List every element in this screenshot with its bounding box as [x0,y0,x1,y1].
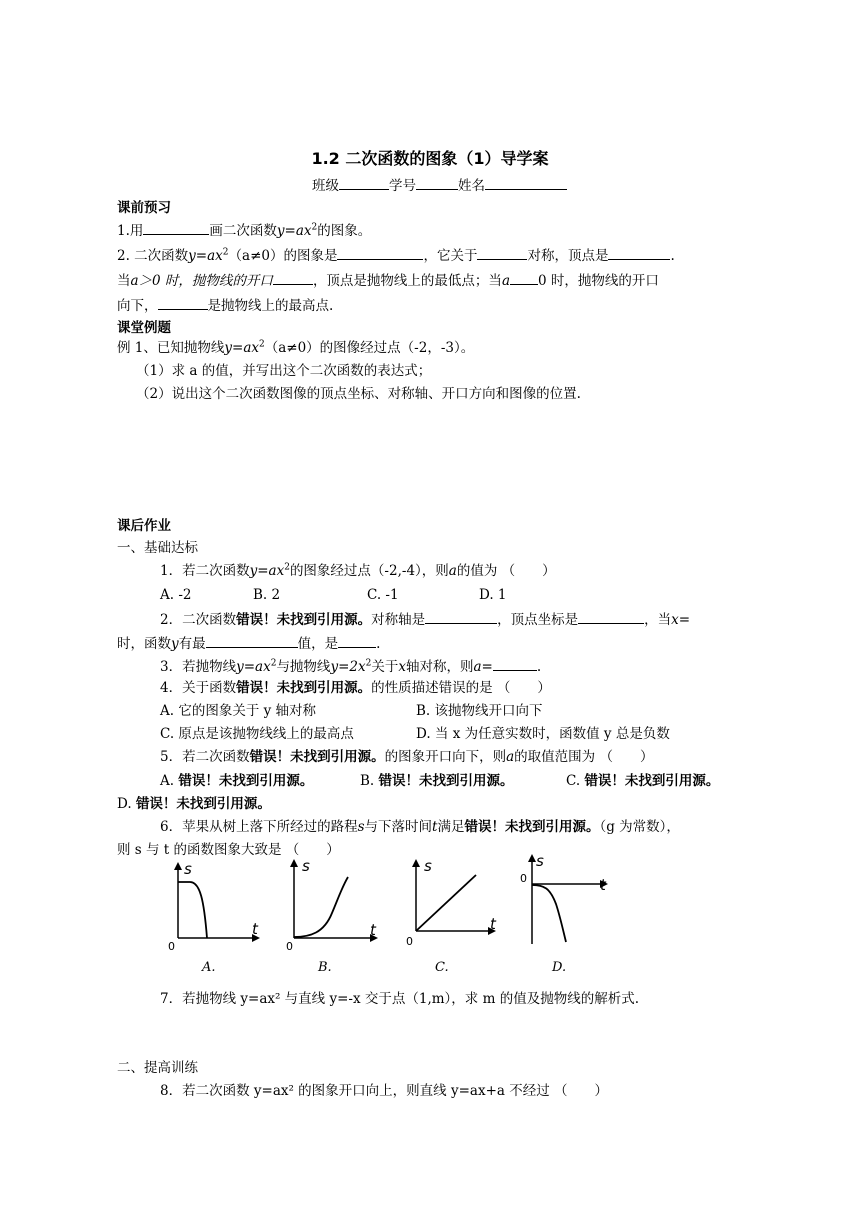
text: 当 [117,273,131,289]
text: 3．若抛物线 [160,659,237,675]
answer-blank[interactable] [337,245,423,260]
s-axis-label: s [424,857,432,875]
text: （a≠0）的图像经过点（-2，-3）。 [264,340,475,356]
answer-blank[interactable] [158,295,208,310]
t-axis-label: t [600,876,606,894]
hw-q3: 3．若抛物线$y=ax^2$与抛物线$y=2x^2$关于x轴对称，则a= . [160,656,541,676]
text: 对称，顶点是 [527,248,609,264]
answer-blank[interactable] [338,633,376,648]
preview-heading: 课前预习 [117,200,171,216]
hw-q2-line1 [160,609,690,629]
graph-d[interactable] [514,848,624,952]
text: 是抛物线上的最高点. [207,298,334,314]
example-heading: 课堂例题 [117,320,171,336]
text: 的性质描述错误的是 （ ） [371,680,551,696]
text: 的图象经过点（-2,-4），则 [289,563,449,579]
ref-error: 错误！未找到引用源。 [178,773,314,789]
answer-blank[interactable] [425,609,497,624]
option-label: A. [160,773,175,789]
text: 有最 [178,636,206,652]
text: 轴对称，则 [405,659,474,675]
answer-blank[interactable] [578,609,644,624]
ref-error: 错误！未找到引用源。 [464,819,600,835]
text: 满足 [437,819,465,835]
hw-q5 [160,748,653,766]
origin-label: 0 [168,940,175,952]
answer-blank[interactable] [143,220,209,235]
text: ，当 [644,612,672,628]
var: a [506,749,515,765]
hw-q4-optB[interactable]: B. 该抛物线开口向下 [416,703,543,719]
option-label: D. [117,796,132,812]
t-axis-label: t [252,920,258,938]
formula: y=ax [236,659,271,675]
s-axis-label: s [536,852,544,870]
var: y [171,636,179,652]
text: （g 为常数）， [599,819,680,835]
page-title: 1.2 二次函数的图象（1）导学案 [311,149,549,168]
graph-d-label: D. [552,960,567,975]
hw-q5-optA[interactable] [160,772,313,790]
s-axis-label: s [302,857,310,875]
section2-heading: 二、提高训练 [117,1060,198,1076]
class-blank[interactable] [339,175,389,190]
text: 4．关于函数 [160,680,237,696]
hw-q1: 1．若二次函数$y=ax^2$的图象经过点（-2,-4），则a的值为 （ ） [160,562,556,579]
option-label: C. [566,773,581,789]
t-axis-label: t [490,915,496,933]
text: 的取值范围为 （ ） [514,749,654,765]
hw-q7: 7．若抛物线 y=ax² 与直线 y=-x 交于点（1,m），求 m 的值及抛物线的解析式. [160,991,639,1007]
section1-heading: 一、基础达标 [117,540,198,556]
text: 6．苹果从树上落下所经过的路程 [160,819,358,835]
text: ，顶点是抛物线上的最低点；当 [312,273,502,289]
name-blank[interactable] [485,175,567,190]
hw-q8: 8．若二次函数 y=ax² 的图象开口向上，则直线 y=ax+a 不经过 （ ） [160,1083,609,1099]
hw-q5-optD[interactable] [117,795,271,813]
text: 时，函数 [117,636,171,652]
number-label: 学号 [389,178,416,194]
hw-q1-optD[interactable]: D. 1 [479,587,507,603]
graph-a-label: A. [202,960,216,975]
text: 与下落时间 [364,819,433,835]
text: 的值为 （ ） [456,563,556,579]
formula: y=ax [249,563,285,579]
graph-b[interactable] [280,853,390,952]
text: . [376,636,381,652]
s-axis-label: s [184,860,192,878]
hw-q1-optC[interactable]: C. -1 [367,587,399,603]
text: 画二次函数 [209,223,277,239]
ref-error: 错误！未找到引用源。 [236,612,372,628]
formula: y=2x [330,659,366,675]
ref-error: 错误！未找到引用源。 [249,749,385,765]
text: 1.用 [117,223,144,239]
answer-blank[interactable] [608,245,670,260]
answer-blank[interactable] [273,270,313,285]
ref-error: 错误！未找到引用源。 [378,773,514,789]
text: 值，是 [297,636,339,652]
origin-label: 0 [286,940,293,952]
hw-q4-optA[interactable]: A. 它的图象关于 y 轴对称 [160,703,317,719]
text: 1．若二次函数 [160,563,250,579]
answer-blank[interactable] [493,656,537,671]
ref-error: 错误！未找到引用源。 [584,773,720,789]
answer-blank[interactable] [510,270,538,285]
text: 对称轴是 [371,612,426,628]
ref-error: 错误！未找到引用源。 [236,680,372,696]
class-label: 班级 [312,178,339,194]
graph-b-label: B. [318,960,332,975]
curve [532,885,566,942]
hw-q2-line2 [117,633,380,653]
curve [294,877,348,937]
example-part1: （1）求 a 的值，并写出这个二次函数的表达式； [136,363,432,379]
var: x [398,659,406,675]
origin-label: 0 [406,935,413,948]
text: ，它关于 [423,248,478,264]
text: . [670,248,675,264]
hw-q5-optC[interactable] [566,772,719,790]
text: a＞0 时，抛物线的开口 [130,273,273,289]
var: a [448,563,457,579]
hw-q1-optA[interactable]: A. -2 [160,587,192,603]
preview-q1: 1.用 画二次函数$y=ax^2$的图象。 [117,220,371,240]
name-label: 姓名 [458,178,485,194]
formula: y=ax [276,223,312,239]
text: 5．若二次函数 [160,749,250,765]
formula: y=ax [224,340,259,356]
text: . [536,659,542,675]
answer-blank[interactable] [477,245,527,260]
var: t [432,819,438,835]
example-part2: （2）说出这个二次函数图像的顶点坐标、对称轴、开口方向和图像的位置. [136,386,581,402]
text: 的图象开口向下，则 [384,749,507,765]
text: 关于 [371,659,399,675]
text: 向下， [117,298,158,314]
graph-c[interactable] [400,853,510,952]
text: 例 1、已知抛物线 [117,340,225,356]
formula: a= [473,659,493,675]
example-stem: 例 1、已知抛物线$y=ax^2(a\ne 0)$的图像经过点（-2，-3）。 [117,339,475,356]
curve [178,882,207,938]
text: 2．二次函数 [160,612,237,628]
hw-q4 [160,679,551,697]
line-graph [416,875,476,931]
preview-q2-line3 [117,295,333,315]
number-blank[interactable] [416,175,458,190]
hw-q4-optC[interactable]: C. 原点是该抛物线线上的最高点 [160,726,354,742]
var: s [357,819,365,835]
text: ，顶点坐标是 [497,612,579,628]
formula: y=ax [188,248,223,264]
text: 与抛物线 [276,659,331,675]
text: 的图象。 [317,223,372,239]
t-axis-label: t [370,921,376,939]
var: a [501,273,510,289]
text: 0 时，抛物线的开口 [538,273,659,289]
hw-q1-optB[interactable]: B. 2 [253,587,281,603]
ref-error: 错误！未找到引用源。 [135,796,271,812]
homework-heading: 课后作业 [117,518,171,534]
hw-q4-optD[interactable]: D. 当 x 为任意实数时，函数值 y 总是负数 [416,726,670,742]
graph-a[interactable] [160,860,270,952]
option-label: B. [360,773,375,789]
preview-q2-line2 [117,270,659,290]
preview-q2-line1: 2. 二次函数$y=ax^2(a\ne 0)$的图象是 ，它关于 对称，顶点是 . [117,245,675,265]
origin-label: 0 [520,872,527,885]
text: 2. 二次函数 [117,248,189,264]
formula: x= [671,612,691,628]
text: （a≠0）的图象是 [228,248,338,264]
answer-blank[interactable] [206,633,298,648]
hw-q6-line2: 则 s 与 t 的函数图象大致是 （ ） [117,842,340,858]
hw-q5-optB[interactable] [360,772,514,790]
graph-c-label: C. [435,960,449,975]
student-info-line [312,175,567,195]
hw-q6-line1 [160,818,680,836]
